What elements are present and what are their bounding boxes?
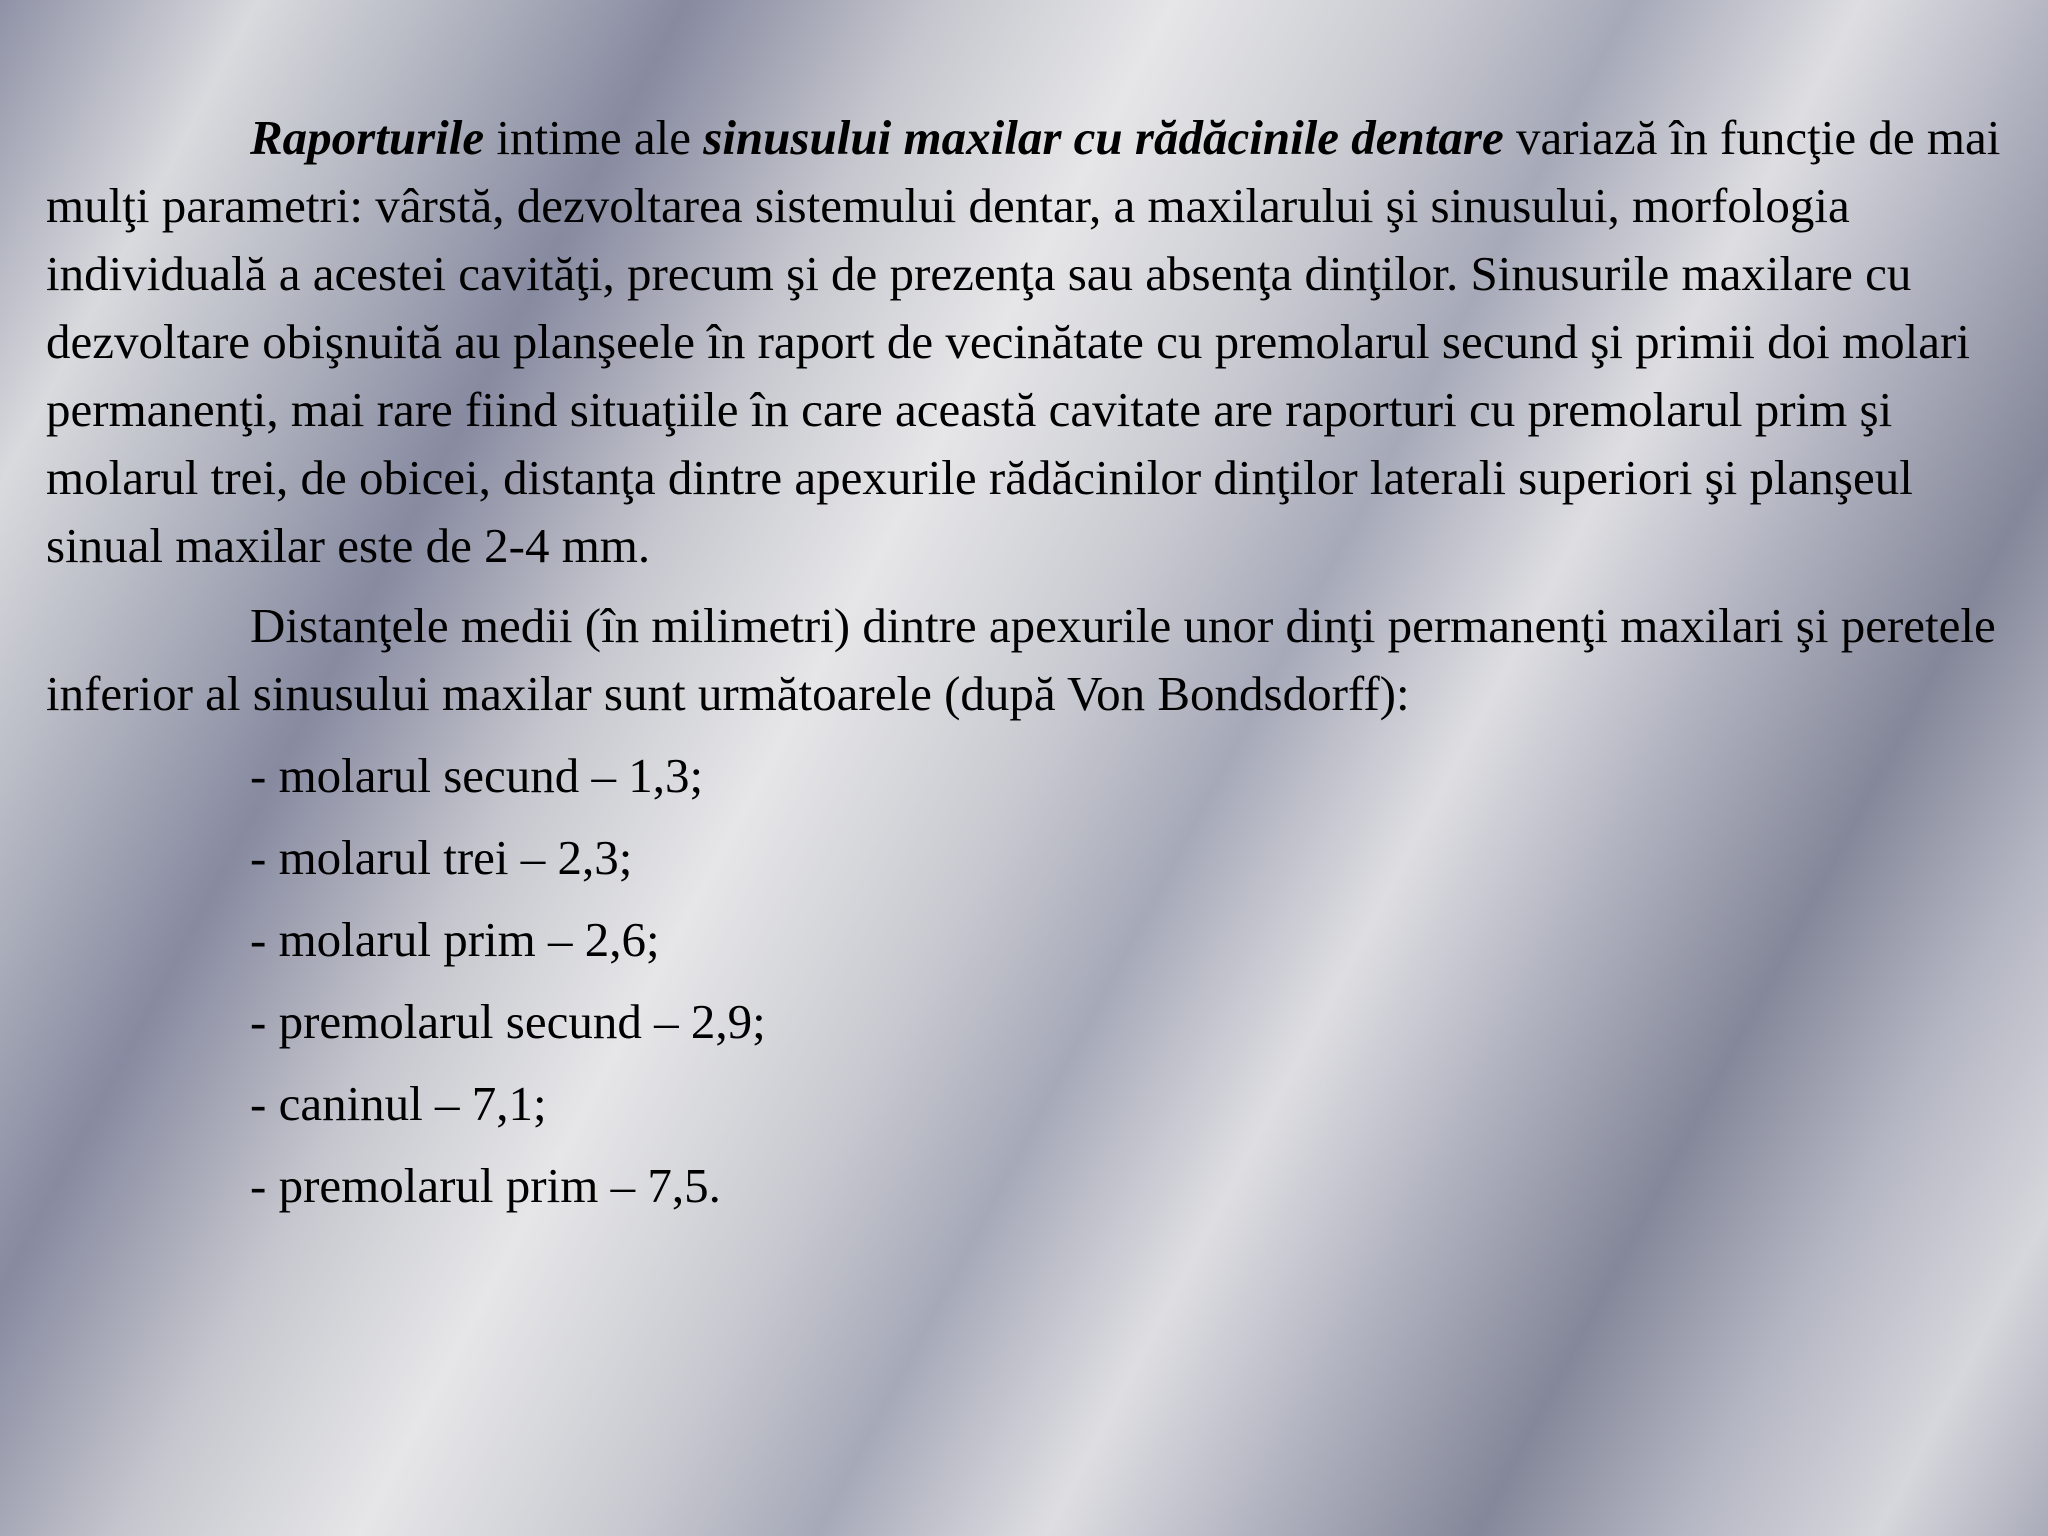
term-raporturile: Raporturile xyxy=(250,110,485,165)
list-item: - caninul – 7,1; xyxy=(250,1076,547,1131)
term-sinus-maxilar: sinusului maxilar cu rădăcinile dentare xyxy=(703,110,1504,165)
paragraph-distances: Distanţele medii (în milimetri) dintre apexurile unor dinţi permanenţi maxilari şi peretele inferior al sinusului maxilar sunt următoarele (după Von Bondsdorff): xyxy=(46,598,1996,721)
slide-content xyxy=(46,104,2012,1234)
list-item: - premolarul prim – 7,5. xyxy=(250,1158,721,1213)
paragraph-intro xyxy=(46,104,2012,580)
list-item: - premolarul secund – 2,9; xyxy=(250,994,766,1049)
list-item: - molarul prim – 2,6; xyxy=(250,912,660,967)
text-segment: variază în funcţie de mai mulţi parametri: vârstă, dezvoltarea sistemului dentar, a maxilarului şi sinusului, morfologia individuală a acestei cavităţi, precum şi de prezenţa sau absenţa dinţilor. Sinusurile maxilare cu dezvoltare obişnuită au planşeele în raport de vecinătate cu premolarul secund şi primii doi molari permanenţi, mai rare fiind situaţiile în care această cavitate are raporturi cu premolarul prim şi molarul trei, de obicei, distanţa dintre apexurile rădăcinilor dinţilor laterali superiori şi planşeul sinual maxilar este de 2-4 mm. xyxy=(46,110,2001,573)
distance-list xyxy=(46,742,2012,1220)
list-item: - molarul trei – 2,3; xyxy=(250,830,633,885)
list-item: - molarul secund – 1,3; xyxy=(250,748,704,803)
text-segment: intime ale xyxy=(484,110,704,165)
